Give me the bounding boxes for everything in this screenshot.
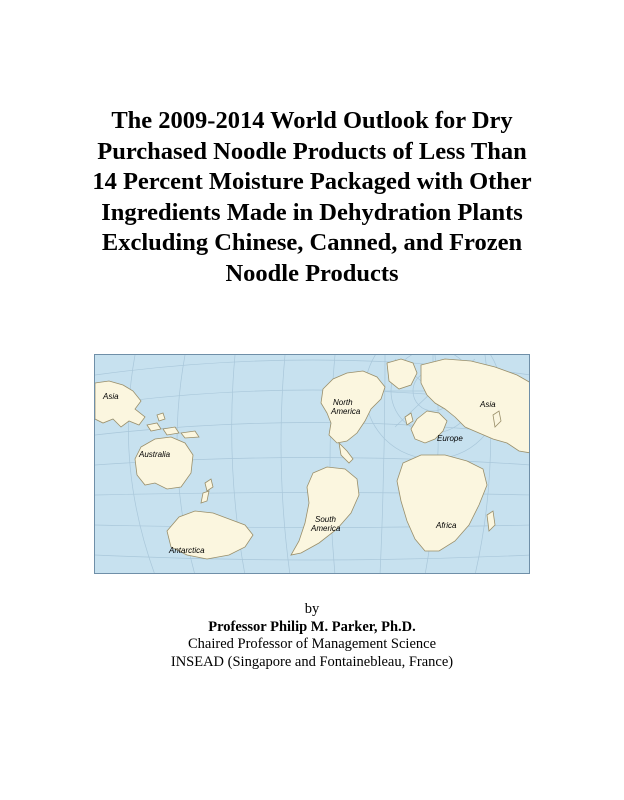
map-label-asia-right: Asia xyxy=(480,400,496,409)
landmass-asia-left xyxy=(95,381,145,427)
map-label-south-america-line1: South xyxy=(315,515,336,524)
map-label-north-america-line1: North xyxy=(333,398,353,407)
map-label-africa: Africa xyxy=(436,521,457,530)
title-line: Purchased Noodle Products of Less Than xyxy=(97,137,527,165)
author-name: Professor Philip M. Parker, Ph.D. xyxy=(208,618,416,635)
landmass-africa xyxy=(397,455,487,551)
landmass-new-zealand xyxy=(201,479,213,503)
title-line: 14 Percent Moisture Packaged with Other xyxy=(92,168,532,196)
book-title xyxy=(40,106,584,290)
world-map-graphic xyxy=(95,355,530,574)
map-label-europe: Europe xyxy=(437,434,463,443)
map-label-australia: Australia xyxy=(139,450,171,459)
map-label-antarctica: Antarctica xyxy=(169,546,205,555)
landmass-central-america xyxy=(339,443,353,463)
world-map xyxy=(94,354,530,574)
landmass-south-america xyxy=(291,467,359,555)
author-title: Chaired Professor of Management Science xyxy=(187,636,437,652)
landmass-australia xyxy=(135,437,193,489)
map-label-south-america-line2: America xyxy=(311,524,341,533)
author-affiliation: INSEAD (Singapore and Fontainebleau, France) xyxy=(170,653,454,670)
by-line: by xyxy=(304,601,320,617)
landmass-islands xyxy=(147,413,199,438)
map-label-asia-left: Asia xyxy=(103,392,119,401)
landmass-madagascar xyxy=(487,511,495,531)
title-line: The 2009-2014 World Outlook for Dry xyxy=(111,107,513,134)
author-block xyxy=(40,601,584,671)
landmass-british-isles xyxy=(405,413,413,425)
title-line: Excluding Chinese, Canned, and Frozen xyxy=(101,229,523,257)
title-line: Noodle Products xyxy=(225,259,399,287)
title-line: Ingredients Made in Dehydration Plants xyxy=(101,198,523,226)
map-label-north-america-line2: America xyxy=(331,407,361,416)
